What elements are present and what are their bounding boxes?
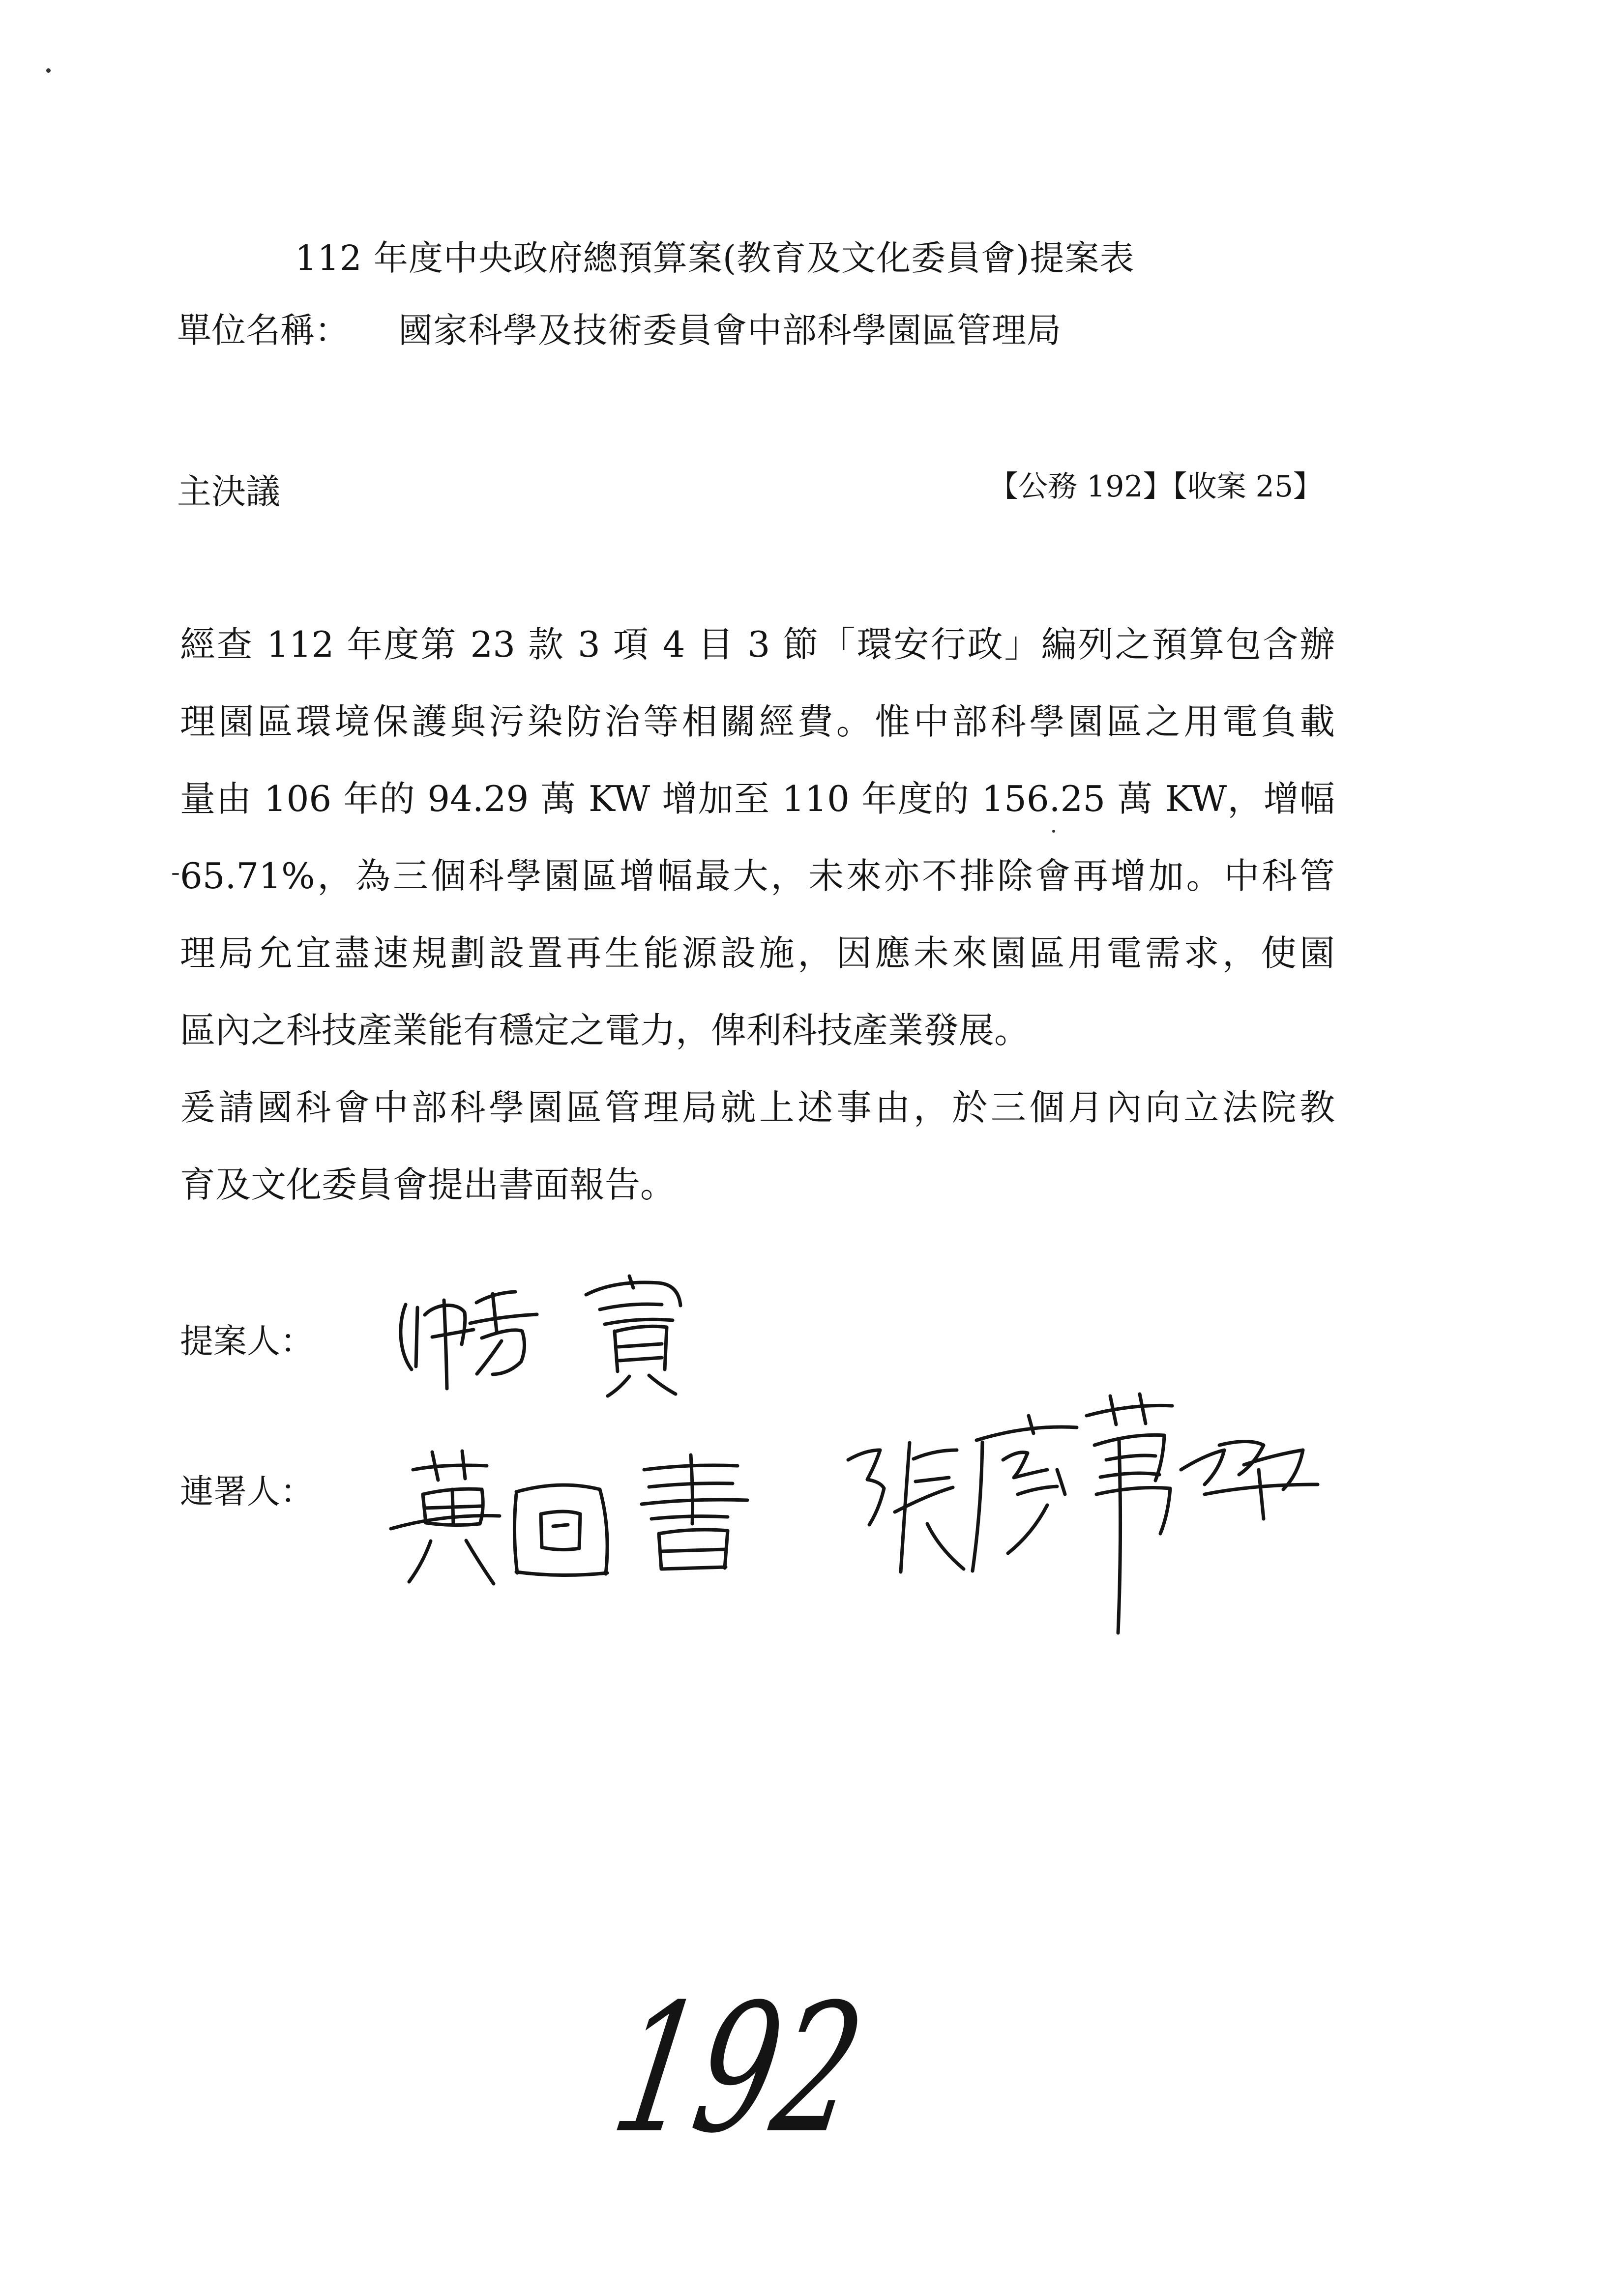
unit-name: 國家科學及技術委員會中部科學園區管理局 (398, 310, 1062, 350)
body-line: 區內之科技產業能有穩定之電力，俾利科技產業發展。 (180, 1010, 1030, 1051)
body-line: 65.71%，為三個科學園區增幅最大，未來亦不排除會再增加。中科管 (180, 855, 1335, 897)
proposer-label: 提案人： (180, 1322, 314, 1361)
body-line: 育及文化委員會提出書面報告。 (180, 1164, 676, 1205)
scan-speck (46, 68, 51, 73)
body-line: 經查 112 年度第 23 款 3 項 4 目 3 節「環安行政」編列之預算包含辦 (180, 624, 1335, 665)
cosigner-signature (384, 1440, 757, 1602)
cosigner-label: 連署人： (180, 1473, 314, 1511)
cosigner-signature (831, 1376, 1328, 1637)
body-line: 爰請國科會中部科學園區管理局就上述事由，於三個月內向立法院教 (180, 1087, 1335, 1128)
section-heading: 主決議 (177, 471, 280, 512)
reference-tag: 【公務 192】【收案 25】 (988, 469, 1323, 504)
scan-speck (172, 873, 179, 875)
body-line: 理園區環境保護與污染防治等相關經費。惟中部科學園區之用電負載 (180, 701, 1335, 742)
document-title: 112 年度中央政府總預算案(教育及文化委員會)提案表 (295, 238, 1135, 278)
resolution-body (180, 606, 1335, 1223)
unit-label: 單位名稱： (177, 310, 349, 350)
body-line: 理局允宜盡速規劃設置再生能源設施，因應未來園區用電需求，使園 (180, 932, 1335, 974)
body-line: 量由 106 年的 94.29 萬 KW 增加至 110 年度的 156.25 萬 KW，增幅 (180, 778, 1335, 819)
handwritten-number: 192 (600, 1966, 877, 2172)
proposer-signature (384, 1273, 708, 1411)
